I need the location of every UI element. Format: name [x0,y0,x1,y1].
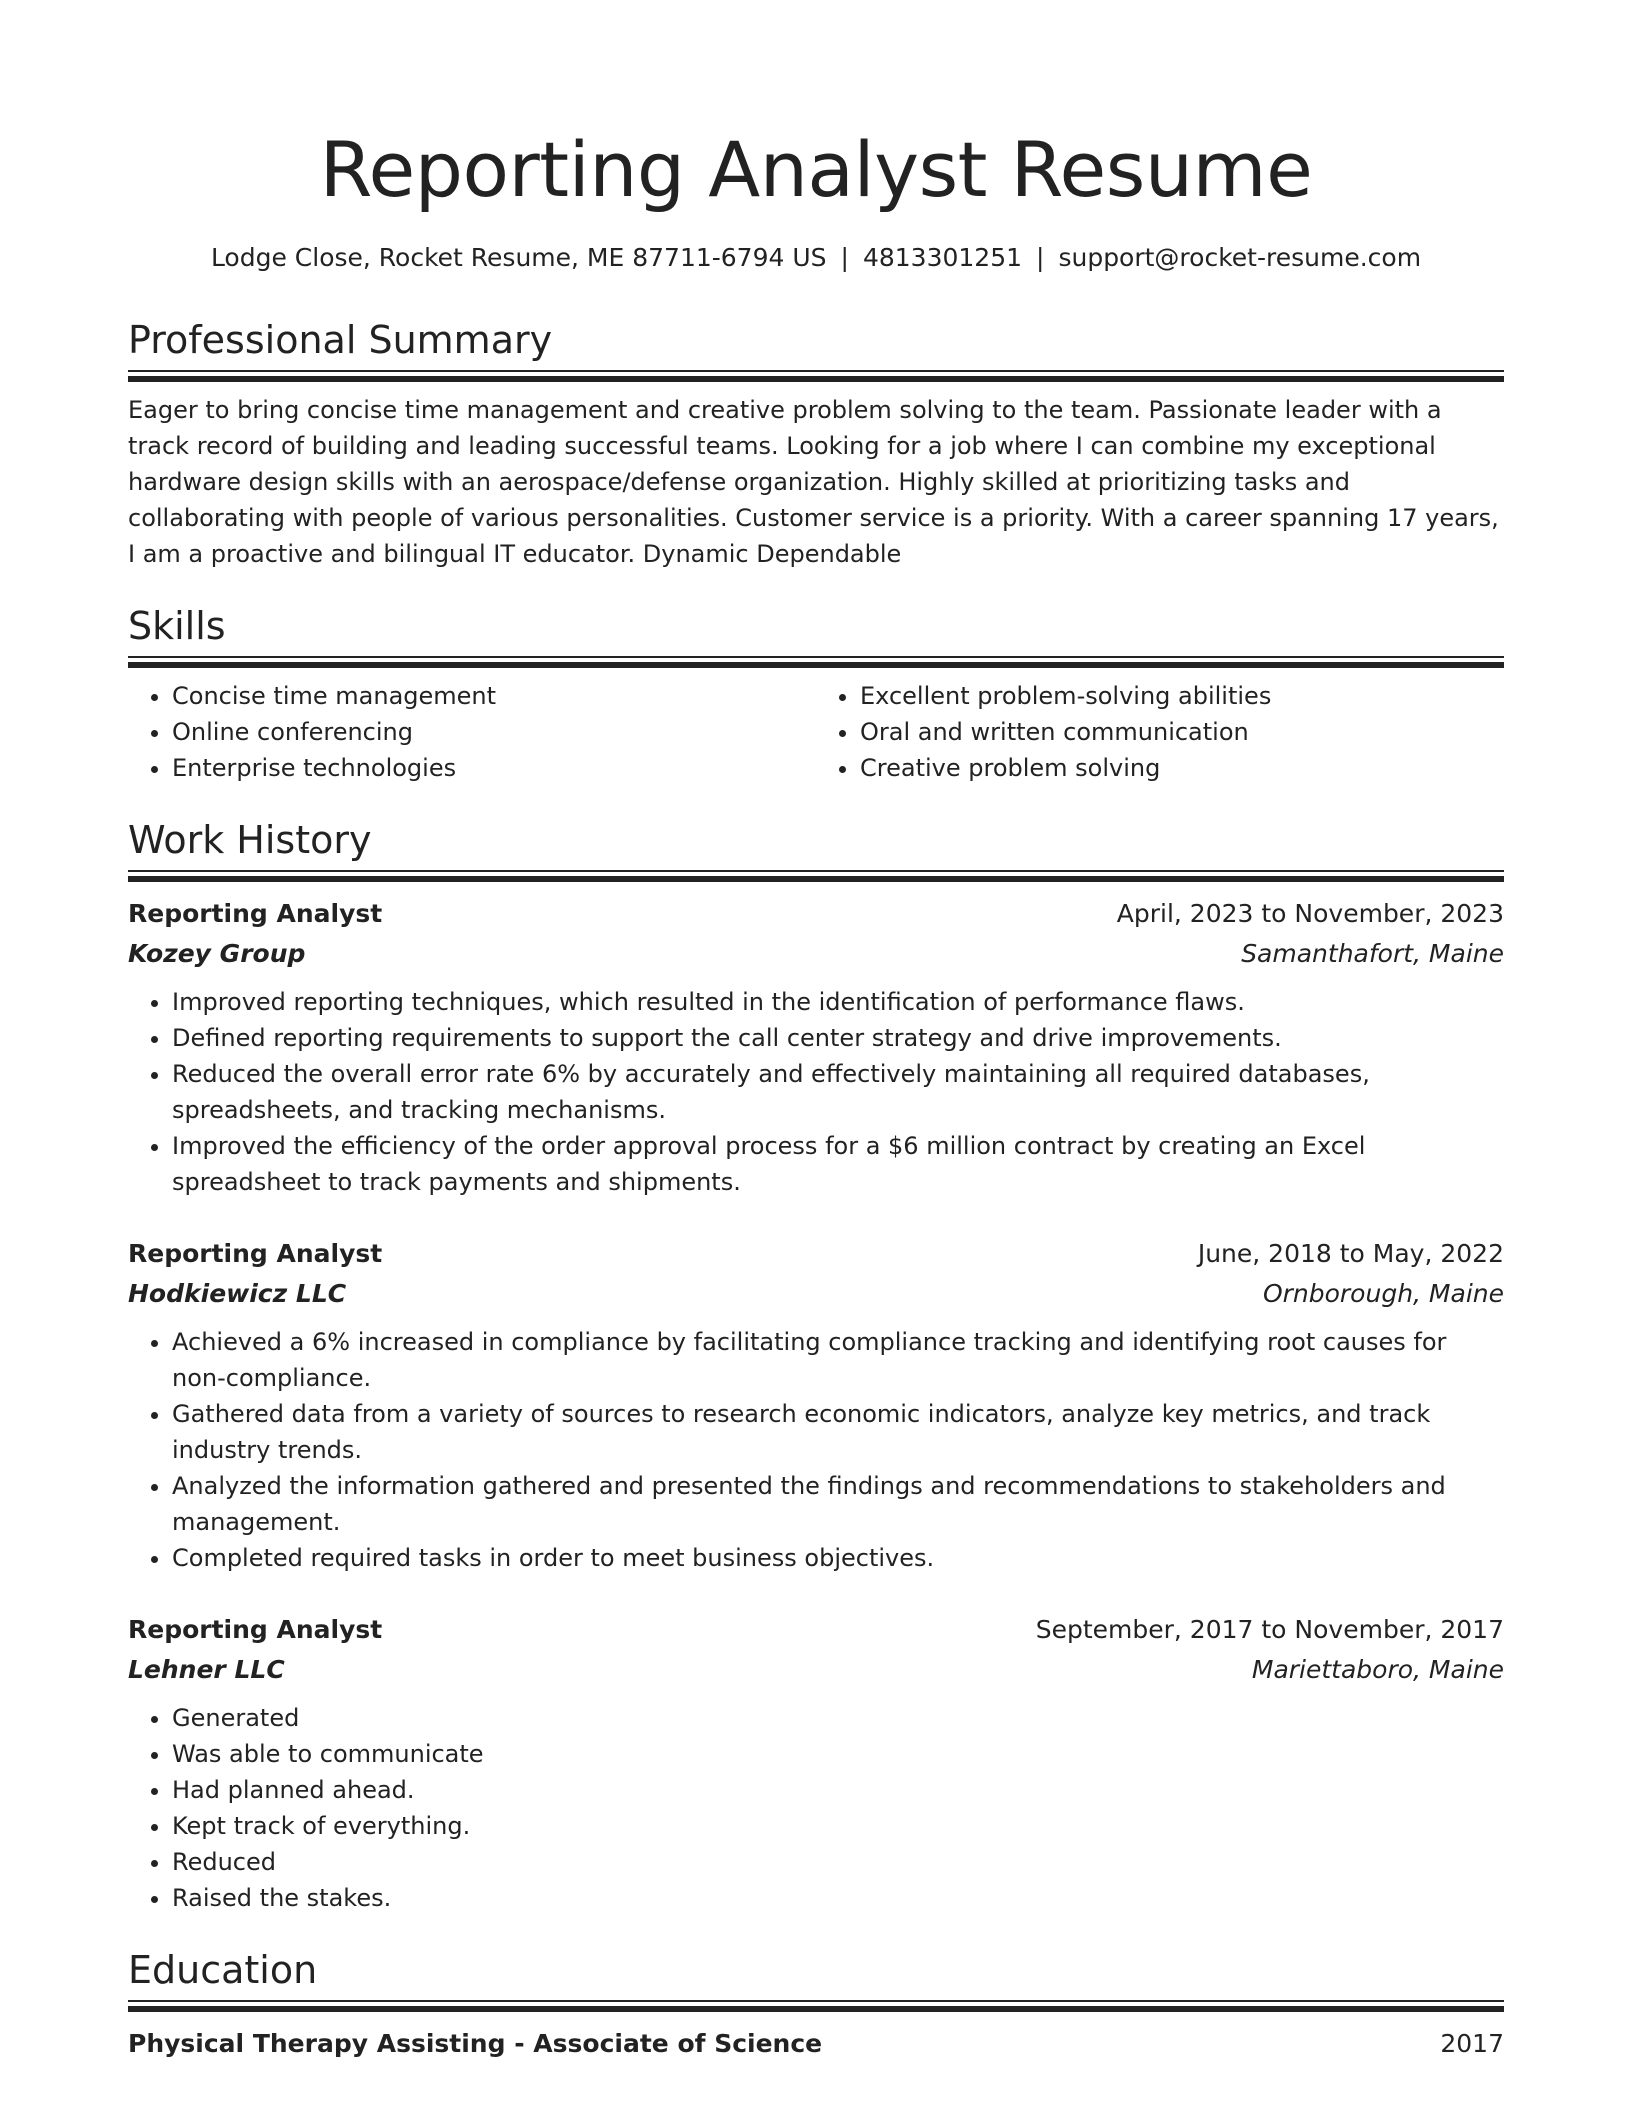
job-company: Hodkiewicz LLC [128,1279,347,1308]
contact-address: Lodge Close, Rocket Resume, ME 87711-6794 US [210,243,827,272]
work-history-heading: Work History [128,818,372,862]
contact-phone[interactable]: 4813301251 [862,243,1023,272]
job-company: Kozey Group [128,939,306,968]
list-item: • Reduced [172,1844,1504,1880]
job-subheader [128,1274,1504,1314]
job-header [128,894,1504,934]
job-header [128,1610,1504,1650]
skill-item: • Oral and written communication [860,714,1504,750]
education-degree: Physical Therapy Assisting - Associate of Science [128,2029,823,2058]
list-item: • Raised the stakes. [172,1880,1504,1916]
list-item: • Kept track of everything. [172,1808,1504,1844]
list-item: • Was able to communicate [172,1736,1504,1772]
job-title: Reporting Analyst [128,899,383,928]
job-entry [128,894,1504,1200]
job-title: Reporting Analyst [128,1239,383,1268]
section-divider [128,2000,1504,2016]
skills-left-column [128,678,816,786]
job-header [128,1234,1504,1274]
job-bullets [128,1324,1504,1576]
list-item: • Reduced the overall error rate 6% by accurately and effectively maintaining all required databases, spreadsheets, and tracking mechanisms. [172,1056,1504,1128]
contact-line [128,242,1504,274]
contact-separator: | [1036,243,1045,272]
job-location: Ornborough, Maine [1262,1279,1504,1308]
list-item: • Improved reporting techniques, which resulted in the identification of performance flaws. [172,984,1504,1020]
education-heading: Education [128,1948,318,1992]
work-history-section [128,816,1504,1916]
list-item: • Completed required tasks in order to meet business objectives. [172,1540,1504,1576]
job-location: Samanthafort, Maine [1241,939,1504,968]
skill-item: • Excellent problem-solving abilities [860,678,1504,714]
section-divider [128,370,1504,386]
job-subheader [128,934,1504,974]
list-item: • Generated [172,1700,1504,1736]
job-company: Lehner LLC [128,1655,285,1684]
job-bullets [128,1700,1504,1916]
job-entry [128,1234,1504,1576]
list-item: • Defined reporting requirements to support the call center strategy and drive improvements. [172,1020,1504,1056]
job-bullets [128,984,1504,1200]
job-dates: April, 2023 to November, 2023 [1116,899,1504,928]
summary-heading: Professional Summary [128,318,553,362]
education-year: 2017 [1440,2029,1504,2058]
skills-right-column [816,678,1504,786]
skills-grid [128,678,1504,786]
list-item: • Had planned ahead. [172,1772,1504,1808]
skill-item: • Enterprise technologies [172,750,816,786]
summary-section [128,316,1504,572]
section-divider [128,870,1504,886]
contact-email[interactable]: support@rocket-resume.com [1058,243,1422,272]
skills-heading: Skills [128,604,226,648]
skill-item: • Creative problem solving [860,750,1504,786]
skill-item: • Concise time management [172,678,816,714]
list-item: • Analyzed the information gathered and presented the findings and recommendations to stakeholders and management. [172,1468,1504,1540]
job-subheader [128,1650,1504,1690]
education-section [128,1946,1504,2062]
job-dates: June, 2018 to May, 2022 [1197,1239,1504,1268]
skills-section [128,602,1504,786]
section-divider [128,656,1504,672]
list-item: • Gathered data from a variety of sources to research economic indicators, analyze key metrics, and track industry trends. [172,1396,1504,1468]
page-title: Reporting Analyst Resume [319,125,1313,214]
job-location: Mariettaboro, Maine [1251,1655,1504,1684]
job-entry [128,1610,1504,1916]
contact-separator: | [840,243,849,272]
job-dates: September, 2017 to November, 2017 [1035,1615,1504,1644]
education-entry [128,2026,1504,2062]
list-item: • Achieved a 6% increased in compliance by facilitating compliance tracking and identifying root causes for non-compliance. [172,1324,1504,1396]
summary-text: Eager to bring concise time management and creative problem solving to the team. Passionate leader with a track record of building and leading successful teams. Looking for a job where I can combine my exceptional hardware design skills with an aerospace/defense organization. Highly skilled at prioritizing tasks and collaborating with people of various personalities. Customer service is a priority. With a career spanning 17 years, I am a proactive and bilingual IT educator. Dynamic Dependable [128,396,1499,568]
skill-item: • Online conferencing [172,714,816,750]
job-title: Reporting Analyst [128,1615,383,1644]
list-item: • Improved the efficiency of the order approval process for a $6 million contract by creating an Excel spreadsheet to track payments and shipments. [172,1128,1504,1200]
